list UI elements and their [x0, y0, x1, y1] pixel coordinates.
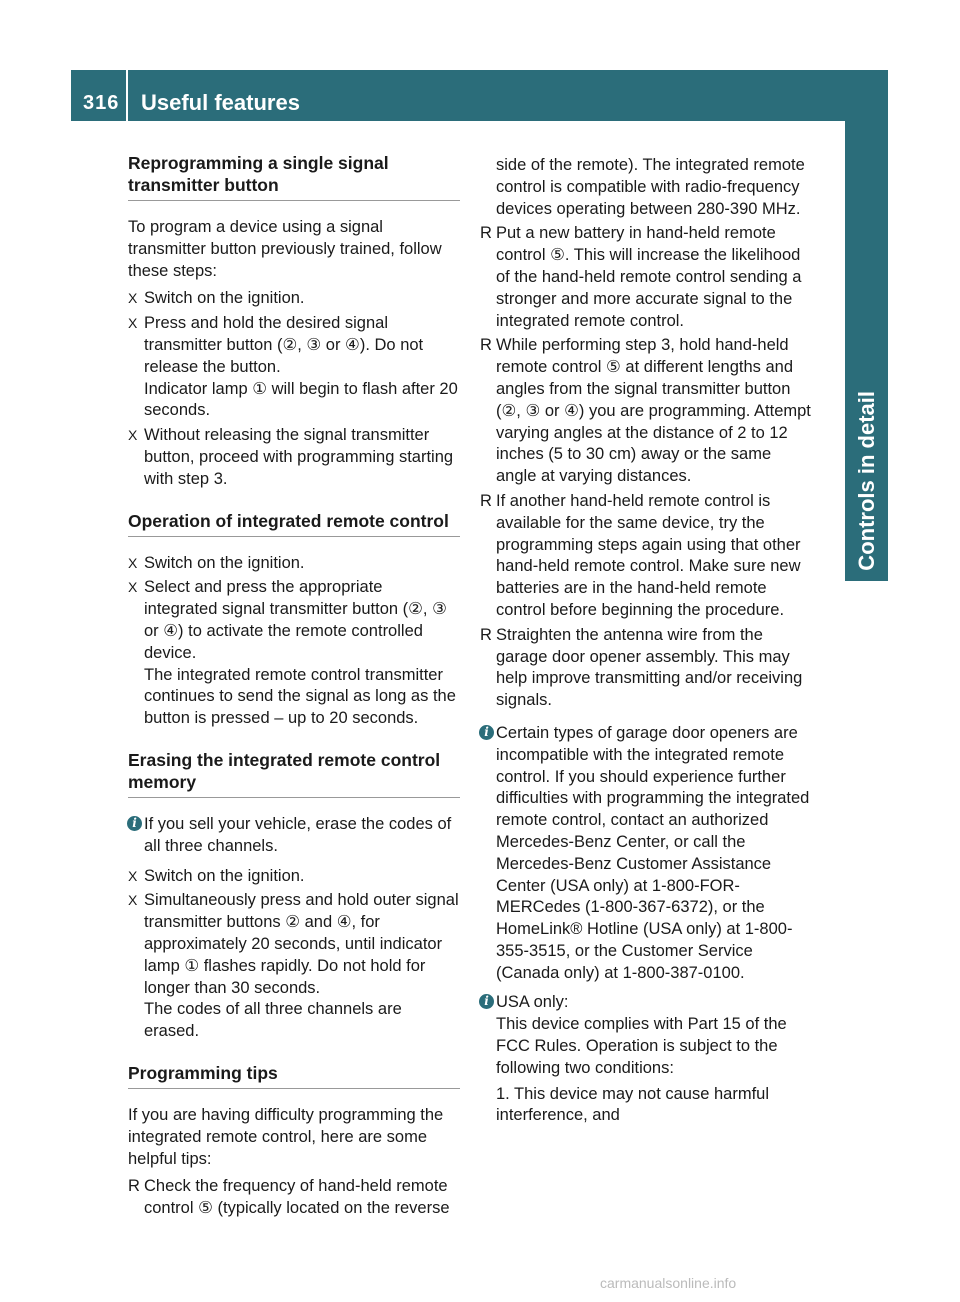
step-text: Switch on the ignition. — [144, 866, 305, 885]
page-number-box — [71, 70, 128, 121]
watermark: carmanualsonline.info — [600, 1275, 737, 1291]
right-column — [480, 155, 815, 1135]
heading-erasing: Erasing the integrated remote control memory — [128, 749, 460, 798]
paragraph: To program a device using a signal transmitter button previously trained, follow these steps: — [128, 218, 442, 280]
step-text: Switch on the ignition. — [144, 553, 305, 572]
tip-text: side of the remote). The integrated remote control is compatible with radio-frequency devices operating between 280-390 MHz. — [496, 156, 805, 218]
info-text: If you sell your vehicle, erase the codes of all three channels. — [144, 814, 452, 855]
step-item — [128, 890, 460, 1043]
bullet-r-icon: R — [480, 625, 492, 644]
step-item — [128, 313, 460, 422]
step-subtext: The integrated remote control transmitter continues to send the signal as long as the button is pressed – up to 20 seconds. — [144, 665, 456, 728]
step-text: Switch on the ignition. — [144, 289, 305, 308]
play-arrow-icon: X — [128, 579, 138, 596]
list-item — [480, 223, 815, 332]
side-tab — [845, 121, 888, 581]
info-icon: i — [479, 725, 494, 740]
info-note — [480, 723, 815, 985]
tip-text: Check the frequency of hand-held remote control ⑤ (typically located on the reverse — [144, 1177, 450, 1218]
step-item — [128, 577, 460, 730]
bullet-r-icon: R — [128, 1177, 140, 1196]
heading-operation: Operation of integrated remote control — [128, 510, 460, 537]
info-text: This device complies with Part 15 of the FCC Rules. Operation is subject to the following two conditions: — [496, 1015, 787, 1077]
step-item — [128, 553, 460, 575]
tip-text: While performing step 3, hold hand-held remote control ⑤ at different lengths and angles from the signal transmitter button (②, ③ or ④) you are programming. Attempt varying angles at the distance of 2 to 12 inches (5 to 30 cm) away or the same angle at varying distances. — [496, 336, 811, 486]
bullet-r-icon: R — [480, 336, 492, 355]
tip-text: Put a new battery in hand-held remote control ⑤. This will increase the likelihood of the hand-held remote control sending a stronger and more accurate signal to the integrated remote control. — [496, 224, 802, 330]
step-subtext: Indicator lamp ① will begin to flash after 20 seconds. — [144, 379, 458, 420]
tip-text: If another hand-held remote control is available for the same device, try the programming steps again using that other hand-held remote control. Make sure new batteries are in the hand-held remote control before beginning the procedure. — [496, 491, 801, 619]
step-text: Without releasing the signal transmitter button, proceed with programming starting with step 3. — [144, 426, 454, 488]
list-item-continued — [480, 155, 815, 220]
page-number: 316 — [83, 92, 120, 114]
info-text: 1. This device may not cause harmful interference, and — [496, 1084, 769, 1125]
list-item — [480, 335, 815, 488]
step-text: Select and press the appropriate integrated signal transmitter button (②, ③ or ④) to activate the remote controlled device. — [144, 578, 447, 662]
list-item — [128, 1176, 460, 1220]
tip-text: Straighten the antenna wire from the garage door opener assembly. This may help improve transmitting and/or receiving signals. — [496, 625, 803, 710]
play-arrow-icon: X — [128, 427, 138, 444]
paragraph: If you are having difficulty programming the integrated remote control, here are some helpful tips: — [128, 1105, 444, 1168]
list-item — [480, 491, 815, 622]
left-column — [128, 152, 460, 1223]
step-subtext: The codes of all three channels are erased. — [144, 1000, 402, 1041]
bullet-r-icon: R — [480, 224, 492, 243]
step-item — [128, 425, 460, 490]
info-icon: i — [127, 816, 142, 831]
list-item — [480, 625, 815, 712]
play-arrow-icon: X — [128, 892, 138, 909]
info-text: Certain types of garage door openers are incompatible with the integrated remote control. If you should experience further difficulties with programming the integrated remote control, contact an authorized Mercedes-Benz Center, or call the Mercedes-Benz Customer Assistance Center (USA only) at 1-800-FOR-MERCedes (1-800-367-6372), or the HomeLink® Hotline (USA only) at 1-800-355-3515, or the Customer Service (Canada only) at 1-800-387-0100. — [496, 723, 810, 982]
info-icon: i — [479, 994, 494, 1009]
play-arrow-icon: X — [128, 290, 138, 307]
heading-reprogramming: Reprogramming a single signal transmitter button — [128, 152, 460, 201]
info-note — [128, 814, 460, 858]
bullet-r-icon: R — [480, 491, 492, 510]
play-arrow-icon: X — [128, 315, 138, 332]
step-text: Simultaneously press and hold outer signal transmitter buttons ② and ④, for approximately 20 seconds, until indicator lamp ① flashes rapidly. Do not hold for longer than 30 seconds. — [144, 891, 459, 997]
play-arrow-icon: X — [128, 554, 138, 571]
side-tab-label: Controls in detail — [853, 391, 879, 571]
info-text: USA only: — [496, 993, 569, 1012]
play-arrow-icon: X — [128, 867, 138, 884]
info-note — [480, 992, 815, 1127]
page-header — [71, 70, 888, 121]
step-item — [128, 866, 460, 888]
section-title: Useful features — [141, 90, 300, 115]
heading-programming-tips: Programming tips — [128, 1062, 460, 1089]
step-text: Press and hold the desired signal transmitter button (②, ③ or ④). Do not release the button. — [144, 314, 424, 376]
step-item — [128, 288, 460, 310]
